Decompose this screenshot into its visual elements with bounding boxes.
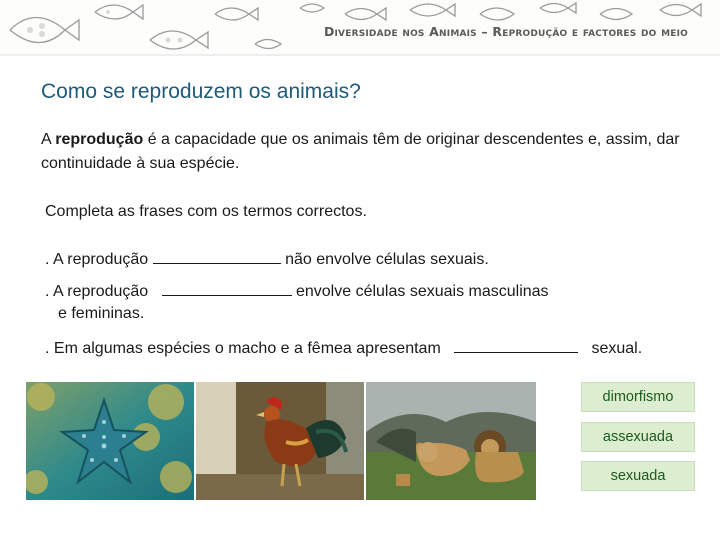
intro-keyword: reprodução (55, 131, 144, 148)
sentence-1 (45, 249, 489, 269)
sentence-text: Em algumas espécies o macho e a fêmea apresentam (49, 340, 446, 357)
sentence-text: sexual. (587, 340, 643, 357)
sentence-2 (45, 281, 549, 301)
rooster-photo (196, 382, 364, 500)
intro-paragraph (41, 128, 681, 176)
sentence-text: A reprodução (49, 251, 153, 268)
answer-blank-2[interactable] (162, 281, 292, 296)
option-dimorfismo[interactable]: dimorfismo (581, 382, 695, 412)
intro-text-end: é a capacidade que os animais têm de originar descendentes e, assim, dar continuidade à sua espécie. (41, 131, 680, 172)
intro-text-start: A (41, 131, 56, 148)
sentence-3 (45, 338, 642, 358)
starfish-photo (26, 382, 194, 500)
banner-title: Diversidade nos Animais – Reprodução e factores do meio (323, 24, 688, 39)
bullet: . (45, 251, 50, 268)
sentence-text: não envolve células sexuais. (280, 251, 489, 268)
option-assexuada[interactable]: assexuada (581, 422, 695, 452)
answer-blank-1[interactable] (153, 249, 281, 264)
lions-photo (366, 382, 536, 500)
option-sexuada[interactable]: sexuada (581, 461, 695, 491)
page-title: Como se reproduzem os animais? (41, 80, 361, 103)
header-banner (0, 0, 720, 56)
answer-blank-3[interactable] (454, 338, 578, 353)
instruction-text: Completa as frases com os termos correctos. (45, 203, 367, 220)
sentence-2-continuation: e femininas. (58, 305, 145, 322)
sentence-text: A reprodução (49, 283, 153, 300)
sentence-text: envolve células sexuais masculinas (291, 283, 549, 300)
bullet: . (45, 283, 50, 300)
bullet: . (45, 340, 50, 357)
